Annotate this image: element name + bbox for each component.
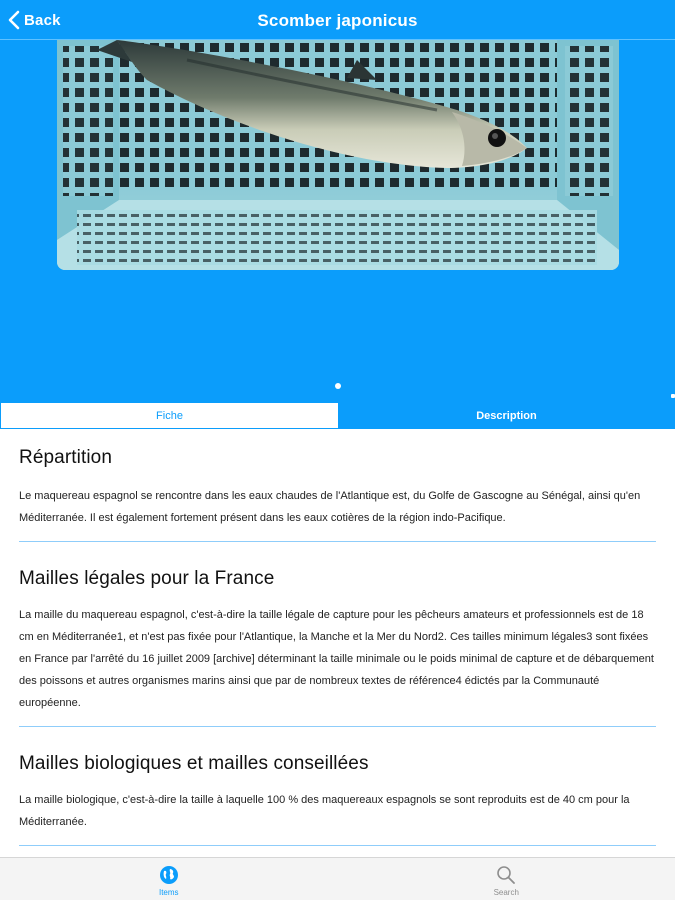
page-title: Scomber japonicus [257, 11, 418, 30]
fish-photo [57, 40, 619, 270]
section-mailles-legales [19, 568, 657, 727]
section-divider [19, 541, 656, 542]
navigation-bar [0, 0, 675, 40]
section-repartition [19, 447, 657, 542]
search-icon [496, 865, 516, 885]
segment-description-label: Description [476, 409, 537, 422]
page-indicator-dot[interactable] [335, 383, 341, 389]
segmented-control [0, 402, 675, 429]
tab-search-label: Search [493, 888, 519, 897]
image-carousel[interactable] [0, 40, 675, 402]
section-body: Le maquereau espagnol se rencontre dans les eaux chaudes de l'Atlantique est, du Golfe de Gascogne au Sénégal, ainsi qu'en Méditerranée. Il est également fortement présent dans les eaux cotières de la région indo-Pacifique. [19, 490, 641, 524]
section-divider [19, 726, 656, 727]
tab-items[interactable] [0, 858, 338, 900]
section-title: Mailles légales pour la France [19, 568, 275, 589]
globe-icon [159, 865, 179, 885]
segment-fiche-label: Fiche [156, 409, 183, 422]
tab-bar [0, 857, 675, 900]
segment-description[interactable] [338, 402, 675, 429]
tab-items-label: Items [158, 888, 179, 897]
fish-in-crate-image [57, 40, 619, 270]
segment-fiche[interactable] [0, 402, 338, 429]
edge-marker [671, 394, 675, 398]
back-label: Back [24, 11, 61, 29]
section-title: Mailles biologiques et mailles conseillées [19, 753, 369, 774]
tab-search[interactable] [338, 858, 675, 900]
section-mailles-biologiques [19, 753, 657, 846]
section-title: Répartition [19, 447, 112, 468]
section-body: La maille biologique, c'est-à-dire la taille à laquelle 100 % des maquereaux espagnols se sont reproduits est de 40 cm pour la Méditerranée. [19, 794, 630, 828]
section-divider [19, 845, 656, 846]
section-body: La maille du maquereau espagnol, c'est-à-dire la taille légale de capture pour les pêcheurs amateurs et professionnels est de 18 cm en Méditerranée1, et n'est pas fixée pour l'Atlantique, la Manche et la Mer du Nord2. Ces tailles minimum légales3 sont fixées en France par l'arrêté du 16 juillet 2009 [archive] déterminant la taille minimale ou le poids minimal de capture et de débarquement des poissons et autres organismes marins ainsi que par de nombreux textes de référence4 édictés par la Communauté européenne. [19, 609, 654, 709]
description-content [19, 429, 657, 846]
